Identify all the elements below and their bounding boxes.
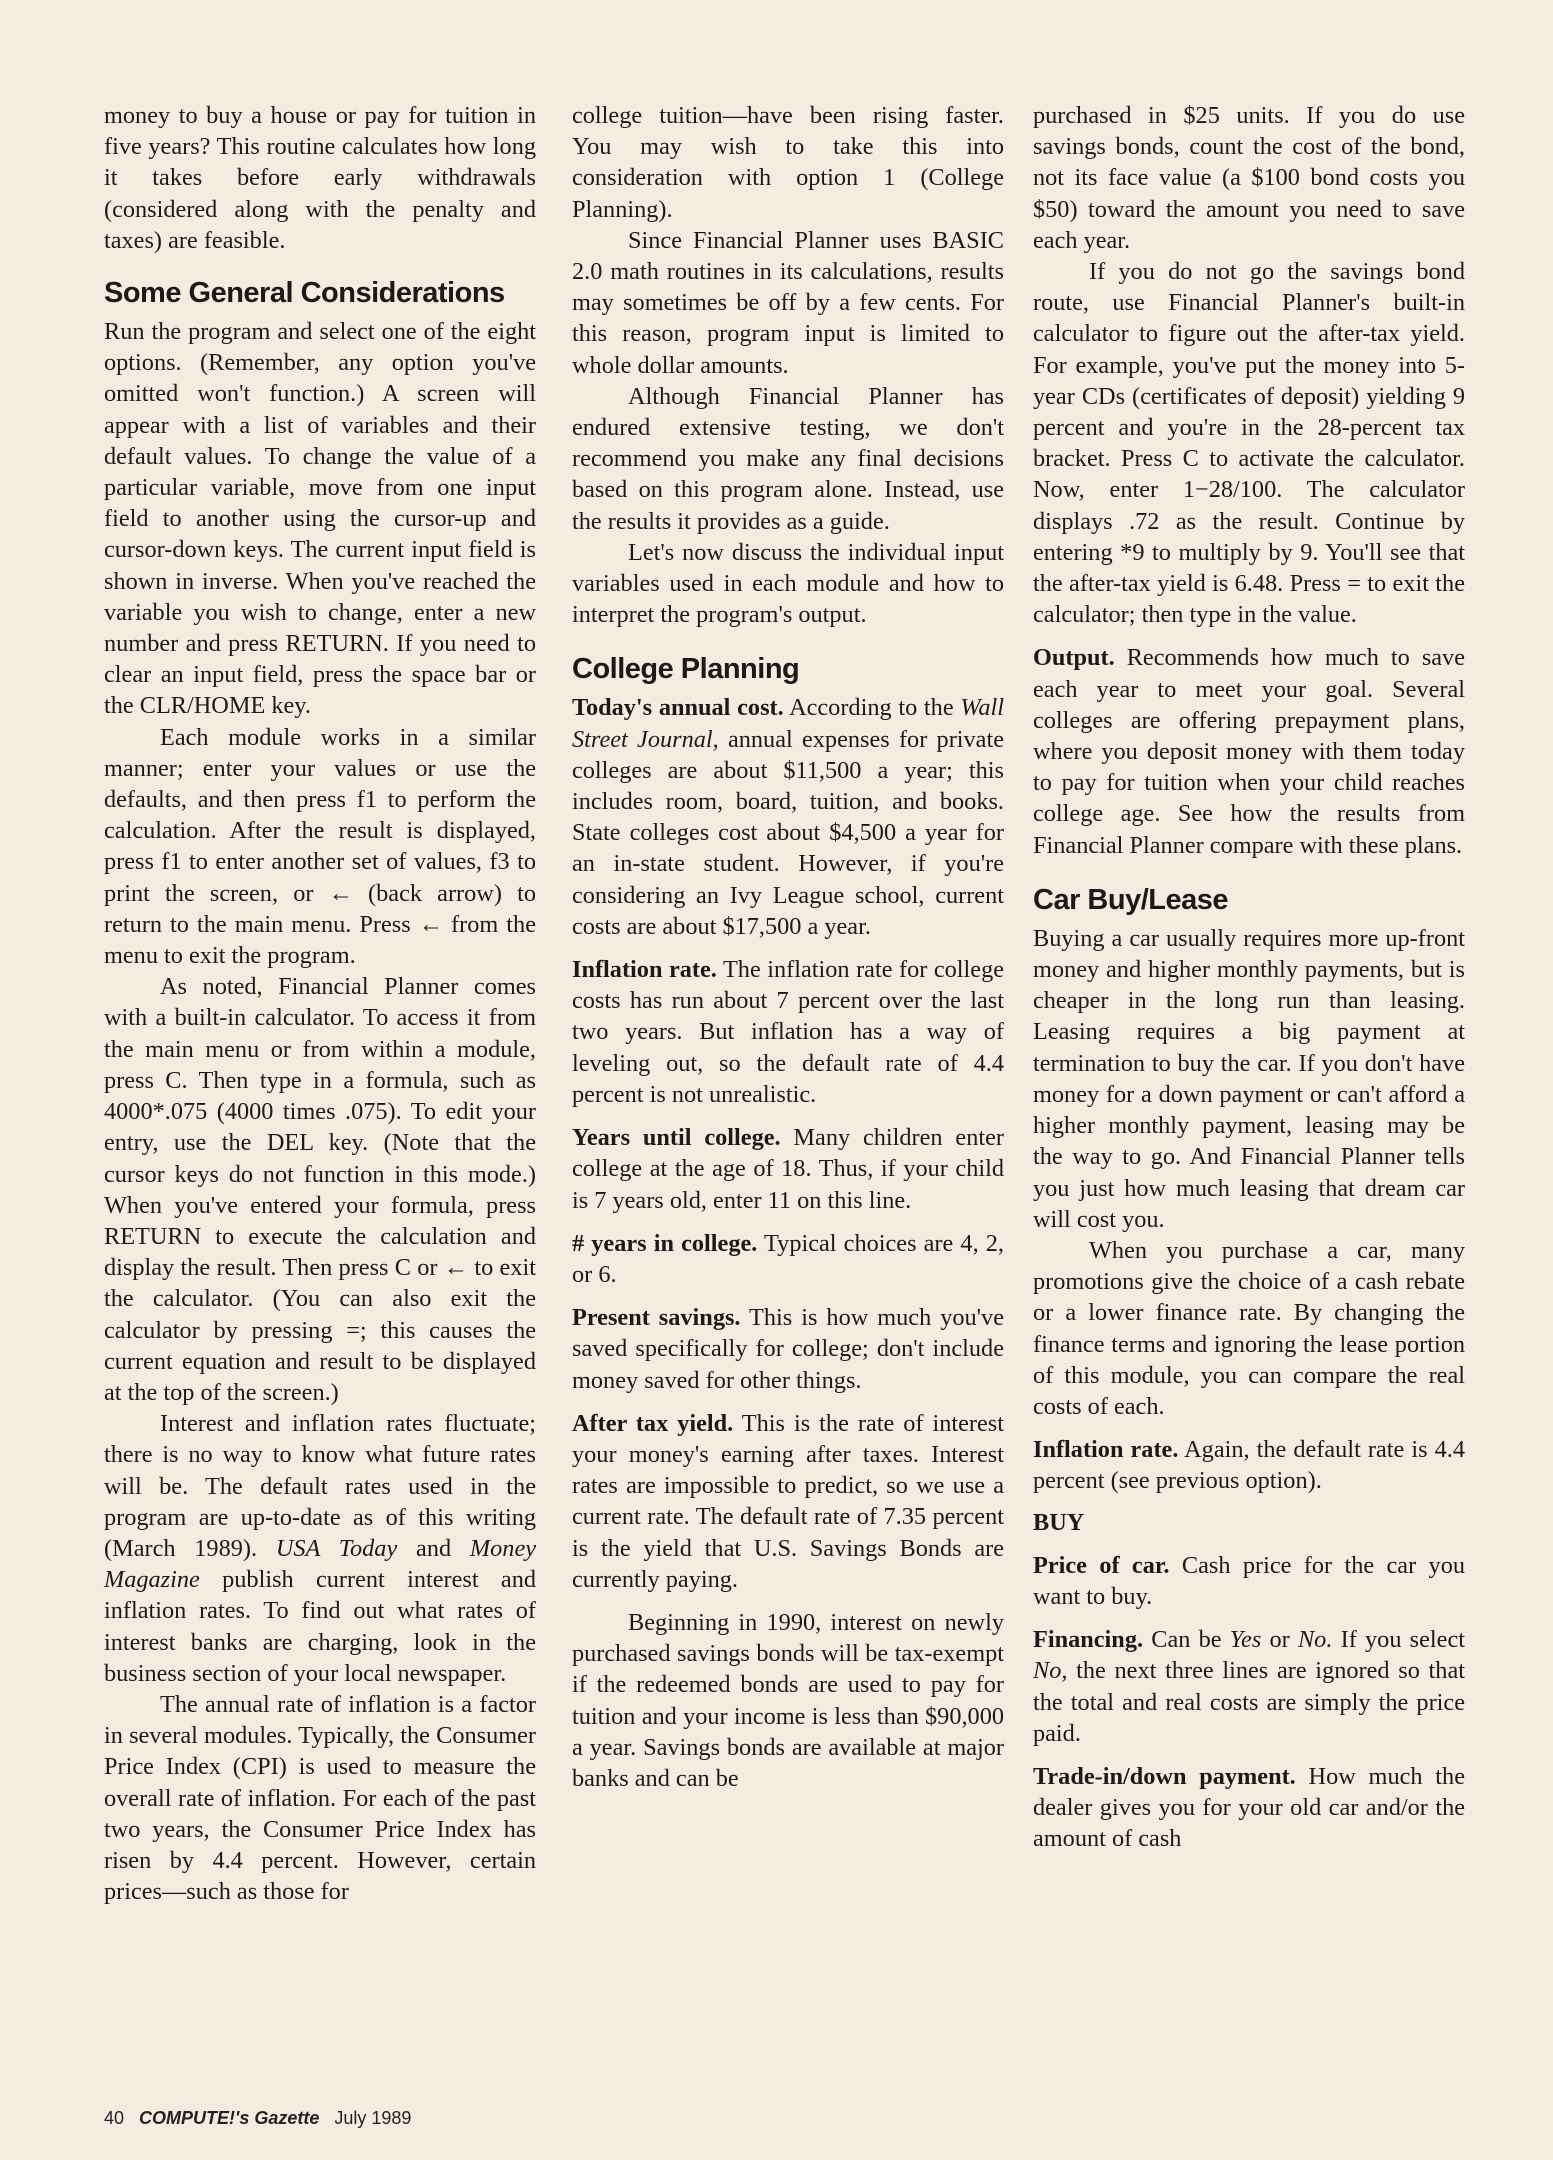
paragraph: college tuition—have been rising faster. You may wish to take this into consideration with option 1 (College Planning). xyxy=(572,102,1004,223)
paragraph: If you do not go the savings bond route, use Financial Planner's built-in calculator to figure out the after-tax yield. For example, you've put the money into 5-year CDs (certificates of deposit) yielding 9 percent and you're in the 28-percent tax bracket. Press C to activate the calculator. Now, enter 1−28/100. The calculator displays .72 as the result. Continue by entering *9 to multiply by 9. You'll see that the after-tax yield is 6.48. Press = to exit the calculator; then type in the value. xyxy=(1033,258,1465,629)
section-heading-general-considerations: Some General Considerations xyxy=(104,277,505,310)
paragraph: Inflation rate. Again, the default rate is 4.4 percent (see previous option). xyxy=(1033,1436,1465,1495)
paragraph: Output. Recommends how much to save each year to meet your goal. Several colleges are offering prepayment plans, where you deposit money with them today to pay for tuition when your child reaches college age. See how the results from Financial Planner compare with these plans. xyxy=(1033,644,1465,859)
publication-name: USA Today xyxy=(275,1534,398,1562)
paragraph: Present savings. This is how much you've saved specifically for college; don't include money saved for other things. xyxy=(572,1304,1004,1394)
paragraph: Interest and inflation rates fluctuate; there is no way to know what future rates will be. The default rates used in the program are up-to-date as of this writing (March 1989). USA Today and Money Magazine publish current interest and inflation rates. To find out what rates of interest banks are charging, look in the business section of your local newspaper. xyxy=(104,1410,537,1687)
publication-name: Money Magazine xyxy=(104,1534,537,1594)
paragraph: Trade-in/down payment. How much the dealer gives you for your old car and/or the amount of cash xyxy=(1033,1762,1465,1853)
issue-date: July 1989 xyxy=(334,2108,412,2128)
subheading-buy: BUY xyxy=(1033,1508,1085,1536)
paragraph: As noted, Financial Planner comes with a built-in calculator. To access it from the main menu or from within a module, press C. Then type in a formula, such as 4000*.075 (4000 times .075). To edit your entry, use the DEL key. (Note that the cursor keys do not function in this mode.) When you've entered your formula, press RETURN to execute the calculation and display the result. Then press C or ← to exit the calculator. (You can also exit the calculator by pressing =; this causes the current equation and result to be displayed at the top of the screen.) xyxy=(104,973,536,1406)
paragraph: After tax yield. This is the rate of interest your money's earning after taxes. Interest rates are impossible to predict, so we use a current rate. The default rate of 7.35 percent is the yield that U.S. Savings Bonds are currently paying. xyxy=(572,1409,1004,1593)
paragraph: Let's now discuss the individual input variables used in each module and how to interpret the program's output. xyxy=(572,538,1004,629)
paragraph: Since Financial Planner uses BASIC 2.0 math routines in its calculations, results may sometimes be off by a few cents. For this reason, program input is limited to whole dollar amounts. xyxy=(572,226,1004,379)
column-2 xyxy=(572,100,1004,1794)
paragraph: Run the program and select one of the eight options. (Remember, any option you've omitted won't function.) A screen will appear with a list of variables and their default values. To change the value of a particular variable, move from one input field to another using the cursor-up and cursor-down keys. The current input field is shown in inverse. When you've reached the variable you wish to change, enter a new number and press RETURN. If you need to clear an input field, press the space bar or the CLR/HOME key. xyxy=(104,318,536,720)
page-number: 40 xyxy=(104,2108,125,2128)
magazine-name: COMPUTE!'s Gazette xyxy=(139,2108,320,2128)
column-3 xyxy=(1033,100,1465,1855)
section-heading-car-buy-lease: Car Buy/Lease xyxy=(1033,883,1228,916)
paragraph: Although Financial Planner has endured extensive testing, we don't recommend you make any final decisions based on this program alone. Instead, use the results it provides as a guide. xyxy=(572,382,1004,535)
publication-name: Wall Street Journal, xyxy=(572,694,1004,753)
paragraph: purchased in $25 units. If you do use savings bonds, count the cost of the bond, not its face value (a $100 bond costs you $50) toward the amount you need to save each year. xyxy=(1033,102,1465,254)
paragraph: The annual rate of inflation is a factor in several modules. Typically, the Consumer Price Index (CPI) is used to measure the overall rate of inflation. For each of the past two years, the Consumer Price Index has risen by 4.4 percent. However, certain prices—such as those for xyxy=(104,1690,536,1906)
paragraph: # years in college. Typical choices are 4, 2, or 6. xyxy=(572,1229,1005,1288)
page-footer xyxy=(104,2108,411,2129)
paragraph: Buying a car usually requires more up-front money and higher monthly payments, but is cheaper in the long run than leasing. Leasing requires a big payment at termination to buy the car. If you don't have money for a down payment or can't afford a higher monthly payment, leasing may be the way to go. And Financial Planner tells you just how much leasing that dream car will cost you. xyxy=(1033,924,1465,1233)
paragraph: When you purchase a car, many promotions give the choice of a cash rebate or a lower finance rate. By changing the finance terms and ignoring the lease portion of this module, you can compare the real costs of each. xyxy=(1033,1236,1465,1420)
paragraph: Each module works in a similar manner; enter your values or use the defaults, and then press f1 to perform the calculation. After the result is displayed, press f1 to enter another set of values, f3 to print the screen, or ← (back arrow) to return to the main menu. Press ← from the menu to exit the program. xyxy=(104,723,536,970)
paragraph: Today's annual cost. According to the Wall Street Journal, annual expenses for private colleges are about $11,500 a year; this includes room, board, tuition, and books. State colleges cost about $4,500 a year for an in-state student. However, if you're considering an Ivy League school, current costs are about $17,500 a year. xyxy=(572,694,1004,940)
paragraph: Inflation rate. The inflation rate for college costs has run about 7 percent over the last two years. But inflation has a way of leveling out, so the default rate of 4.4 percent is not unrealistic. xyxy=(572,956,1005,1108)
paragraph: Price of car. Cash price for the car you want to buy. xyxy=(1033,1551,1465,1610)
paragraph: Beginning in 1990, interest on newly purchased savings bonds will be tax-exempt if the redeemed bonds are used to pay for tuition and your income is less than $90,000 a year. Savings bonds are available at major banks and can be xyxy=(572,1608,1004,1792)
paragraph: money to buy a house or pay for tuition in five years? This routine calculates how long it takes before early withdrawals (considered along with the penalty and taxes) are feasible. xyxy=(104,102,536,254)
column-1 xyxy=(104,100,536,1907)
section-heading-college-planning: College Planning xyxy=(572,653,800,686)
paragraph: Financing. Can be Yes or No. If you select No, the next three lines are ignored so that the total and real costs are simply the price paid. xyxy=(1033,1626,1465,1747)
paragraph: Years until college. Many children enter college at the age of 18. Thus, if your child is 7 years old, enter 11 on this line. xyxy=(572,1124,1004,1214)
